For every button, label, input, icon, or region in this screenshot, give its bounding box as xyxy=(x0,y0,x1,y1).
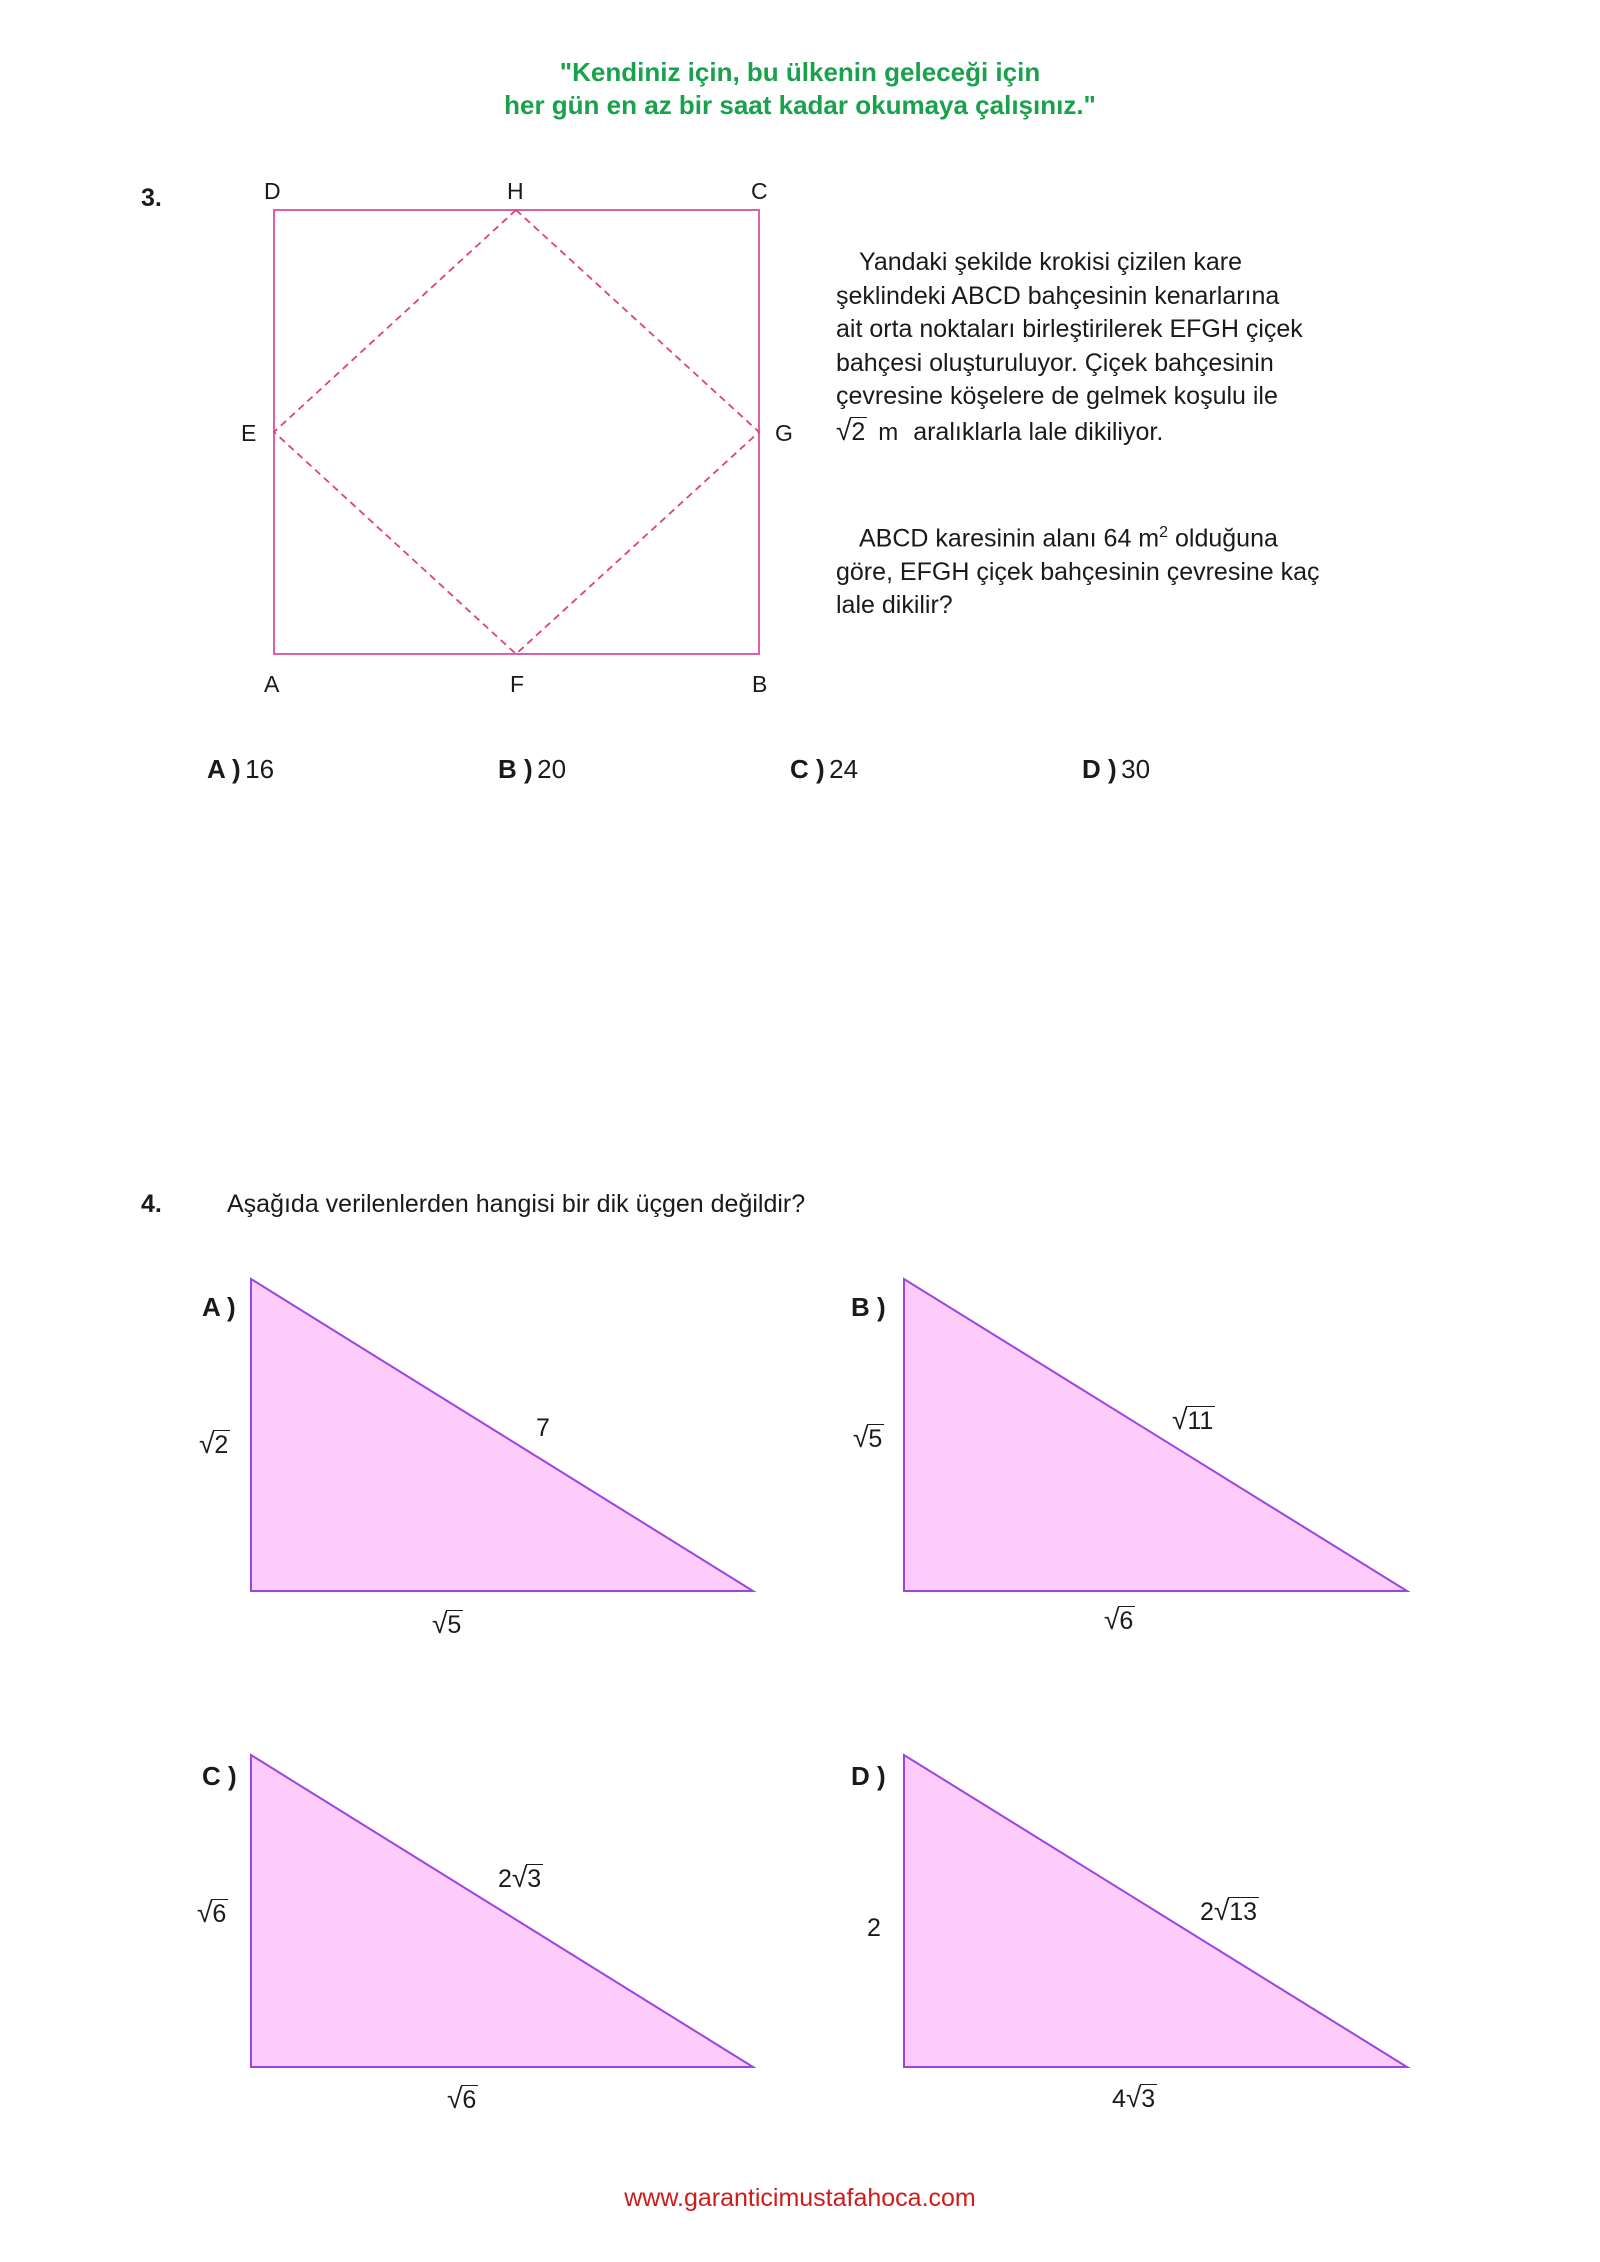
description-line: Yandaki şekilde krokisi çizilen kare xyxy=(859,248,1243,276)
radical-sign-icon: √ xyxy=(1172,1404,1188,1435)
side-radicand: 5 xyxy=(447,1611,462,1639)
q4-option-b-letter[interactable]: B ) xyxy=(851,1292,886,1322)
radical-sign-icon: √ xyxy=(447,2083,463,2114)
q3-option-c[interactable] xyxy=(790,754,858,785)
radical-sign-icon: √ xyxy=(199,1428,215,1459)
point-f-label: F xyxy=(510,671,525,697)
motto-line-2: her gün en az bir saat kadar okumaya çalışınız." xyxy=(504,90,1096,120)
question-4-text: Aşağıda verilenlerden hangisi bir dik üçgen değildir? xyxy=(227,1190,806,1218)
radical-sign-icon: √ xyxy=(511,1862,528,1893)
description-line: ait orta noktaları birleştirilerek EFGH çiçek xyxy=(836,315,1303,343)
side-coef: 2 xyxy=(867,1914,881,1942)
triangle-b-hypotenuse xyxy=(1172,1404,1215,1436)
option-value: 30 xyxy=(1121,754,1151,784)
option-letter: A ) xyxy=(207,754,241,784)
q4-option-a-letter[interactable]: A ) xyxy=(202,1292,236,1322)
side-coef: 4 xyxy=(1112,2085,1126,2113)
triangle-b xyxy=(904,1279,1407,1591)
triangle-c xyxy=(251,1755,753,2067)
side-coef: 2 xyxy=(1200,1898,1214,1926)
triangle-d-hypotenuse xyxy=(1200,1895,1259,1927)
side-radicand: 6 xyxy=(1119,1607,1134,1635)
q3-option-d[interactable] xyxy=(1082,754,1150,785)
radical-sign-icon: √ xyxy=(432,1608,448,1639)
spacing-unit: m xyxy=(878,418,899,446)
side-radicand: 13 xyxy=(1229,1898,1258,1926)
prompt-line: lale dikilir? xyxy=(836,591,953,620)
description-line: bahçesi oluşturuluyor. Çiçek bahçesinin xyxy=(836,348,1274,377)
triangle-c-base xyxy=(447,2083,478,2115)
option-letter: B ) xyxy=(498,754,533,784)
radical-sign-icon: √ xyxy=(1104,1604,1120,1635)
motto-line-1: "Kendiniz için, bu ülkenin geleceği için xyxy=(559,57,1041,87)
q4-option-c-letter[interactable]: C ) xyxy=(202,1761,237,1791)
description-line xyxy=(836,414,1396,450)
square-abcd xyxy=(274,210,759,654)
option-value: 20 xyxy=(537,754,567,784)
prompt-line: göre, EFGH çiçek bahçesinin çevresine kaç xyxy=(836,557,1320,586)
side-radicand: 6 xyxy=(212,1900,227,1928)
area-exponent: 2 xyxy=(1159,524,1169,541)
side-radicand: 5 xyxy=(868,1425,883,1453)
question-3-prompt xyxy=(836,516,1396,623)
question-3-description xyxy=(836,246,1396,449)
q3-option-a[interactable] xyxy=(207,754,274,785)
q3-option-b[interactable] xyxy=(498,754,566,785)
triangle-c-left-side xyxy=(197,1897,228,1929)
q4-option-d-letter[interactable]: D ) xyxy=(851,1761,886,1791)
description-line: şeklindeki ABCD bahçesinin kenarlarına xyxy=(836,281,1280,310)
option-letter: C ) xyxy=(790,754,825,784)
prompt-line xyxy=(836,516,1396,556)
triangle-a-hypotenuse xyxy=(536,1414,550,1443)
point-c-label: C xyxy=(751,178,768,204)
option-value: 16 xyxy=(245,754,275,784)
area-text-end: olduğuna xyxy=(1175,524,1278,553)
side-coef: 7 xyxy=(536,1414,550,1442)
triangle-c-hypotenuse xyxy=(498,1862,543,1894)
radical-sign-icon: √ xyxy=(836,414,852,446)
sqrt-radicand: 2 xyxy=(851,417,866,446)
triangle-d-base xyxy=(1112,2082,1157,2114)
side-coef: 2 xyxy=(498,1865,512,1893)
radical-sign-icon: √ xyxy=(1213,1895,1230,1926)
triangle-d-left-side xyxy=(867,1914,881,1943)
description-line: çevresine köşelere de gelmek koşulu ile xyxy=(836,382,1278,410)
triangle-a xyxy=(251,1279,753,1591)
triangle-b-base xyxy=(1104,1604,1135,1636)
sqrt-spacing xyxy=(836,414,867,446)
question-4-number: 4. xyxy=(141,1190,162,1218)
point-h-label: H xyxy=(507,178,524,204)
triangle-b-left-side xyxy=(853,1422,884,1454)
radical-sign-icon: √ xyxy=(1125,2082,1142,2113)
triangle-a-left-side xyxy=(199,1428,230,1460)
square-efgh-dashed xyxy=(274,210,759,654)
radical-sign-icon: √ xyxy=(853,1422,869,1453)
area-text: ABCD karesinin alanı 64 m xyxy=(859,524,1160,553)
option-value: 24 xyxy=(829,754,859,784)
side-radicand: 11 xyxy=(1187,1407,1214,1435)
radical-sign-icon: √ xyxy=(197,1897,213,1928)
side-radicand: 2 xyxy=(214,1431,229,1459)
side-radicand: 6 xyxy=(462,2086,477,2114)
point-d-label: D xyxy=(264,178,281,204)
side-radicand: 3 xyxy=(1141,2085,1156,2113)
option-letter: D ) xyxy=(1082,754,1117,784)
triangle-d xyxy=(904,1755,1407,2067)
side-radicand: 3 xyxy=(527,1865,542,1893)
question-3-number: 3. xyxy=(141,184,162,212)
description-line-end: aralıklarla lale dikiliyor. xyxy=(913,417,1164,446)
point-a-label: A xyxy=(264,671,280,697)
triangle-a-base xyxy=(432,1608,463,1640)
point-g-label: G xyxy=(775,420,793,446)
footer-link[interactable]: www.garanticimustafahoca.com xyxy=(624,2184,976,2212)
point-b-label: B xyxy=(752,671,768,697)
point-e-label: E xyxy=(241,420,257,446)
